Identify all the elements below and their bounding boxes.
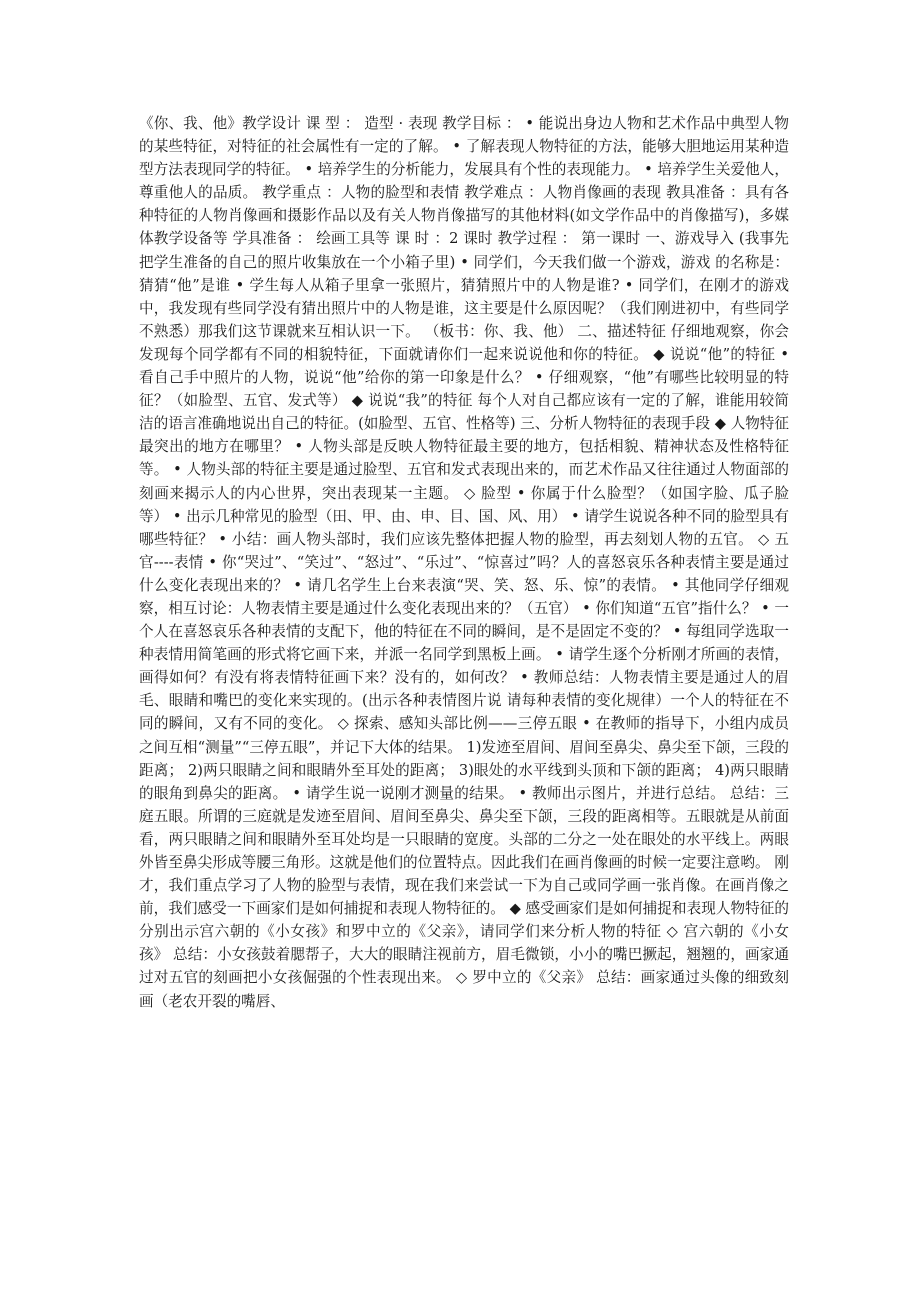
lesson-plan-text: 《你、我、他》教学设计 课 型 ： 造型 · 表现 教学目标 ： • 能说出身边人物和艺术作品中典型人物的某些特征，对特征的社会属性有一定的了解。 • 了解表现人物特征的方法，能够大胆地运用某种造型方法表现同学的特征。 • 培养学生的分析能力，发展具有个性的表现能力。 • 培养学生关爱他人，尊重他人的品质。 教学重点 ：人物的脸型和表情 教学难点 ：人物肖像画的表现 教具准备 ：具有各种特征的人物肖像画和摄影作品以及有关人物肖像描写的其他材料(如文学作品中的肖像描写)，多媒体教学设备等 学具准备 ： 绘画工具等 课 时 ：2 课时 教学过程 ： 第一课时 一、游戏导入 (我事先把学生准备的自己的照片收集放在一个小箱子里) • 同学们，今天我们做一个游戏，游戏 的名称是： 猜猜“他”是谁 • 学生每人从箱子里拿一张照片，猜猜照片中的人物是谁? • 同学们，在刚才的游戏中，我发现有些同学没有猜出照片中的人物是谁，这主要是什么原因呢？（我们刚进初中，有些同学不熟悉）那我们这节课就来互相认识一下。 （板书：你、我、他） 二、描述特征 仔细地观察，你会发现每个同学都有不同的相貌特征，下面就请你们一起来说说他和你的特征。 ◆ 说说“他”的特征 • 看自己手中照片的人物，说说“他”给你的第一印象是什么？ • 仔细观察，“他”有哪些比较明显的特征？（如脸型、五官、发式等） ◆ 说说“我”的特征 每个人对自己都应该有一定的了解，谁能用较简洁的语言准确地说出自己的特征。(如脸型、五官、性格等) 三、分析人物特征的表现手段 ◆ 人物特征最突出的地方在哪里？ • 人物头部是反映人物特征最主要的地方，包括相貌、精神状态及性格特征等。 • 人物头部的特征主要是通过脸型、五官和发式表现出来的，而艺术作品又往往通过人物面部的刻画来揭示人的内心世界，突出表现某一主题。 ◇ 脸型 • 你属于什么脸型？（如国字脸、瓜子脸等） • 出示几种常见的脸型（田、甲、由、申、目、国、风、用） • 请学生说说各种不同的脸型具有哪些特征？ • 小结：画人物头部时，我们应该先整体把握人物的脸型，再去刻划人物的五官。 ◇ 五官----表情 • 你“哭过”、“笑过”、“怒过”、“乐过”、“惊喜过”吗？人的喜怒哀乐各种表情主要是通过什么变化表现出来的？ • 请几名学生上台来表演“哭、笑、怒、乐、惊”的表情。 • 其他同学仔细观察，相互讨论：人物表情主要是通过什么变化表现出来的？（五官） • 你们知道“五官”指什么？ • 一个人在喜怒哀乐各种表情的支配下，他的特征在不同的瞬间，是不是固定不变的？ • 每组同学选取一种表情用简笔画的形式将它画下来，并派一名同学到黑板上画。 • 请学生逐个分析刚才所画的表情，画得如何？有没有将表情特征画下来？没有的，如何改？ • 教师总结：人物表情主要是通过人的眉毛、眼睛和嘴巴的变化来实现的。(出示各种表情图片说 请每种表情的变化规律）一个人的特征在不同的瞬间，又有不同的变化。 ◇ 探索、感知头部比例——三停五眼 • 在教师的指导下，小组内成员之间互相“测量”“三停五眼”，并记下大体的结果。 1)发迹至眉间、眉间至鼻尖、鼻尖至下颌，三段的距离； 2)两只眼睛之间和眼睛外至耳处的距离； 3)眼处的水平线到头顶和下颌的距离； 4)两只眼睛的眼角到鼻尖的距离。 • 请学生说一说刚才测量的结果。 • 教师出示图片，并进行总结。 总结：三庭五眼。所谓的三庭就是发迹至眉间、眉间至鼻尖、鼻尖至下颌，三段的距离相等。五眼就是从前面看，两只眼睛之间和眼睛外至耳处均是一只眼睛的宽度。头部的二分之一处在眼处的水平线上。两眼外皆至鼻尖形成等腰三角形。这就是他们的位置特点。因此我们在画肖像画的时候一定要注意哟。 刚才，我们重点学习了人物的脸型与表情，现在我们来尝试一下为自己或同学画一张肖像。在画肖像之前，我们感受一下画家们是如何捕捉和表现人物特征的。 ◆ 感受画家们是如何捕捉和表现人物特征的 分别出示宫六朝的《小女孩》和罗中立的《父亲》，请同学们来分析人物的特征 ◇ 宫六朝的《小女孩》 总结：小女孩鼓着腮帮子，大大的眼睛注视前方，眉毛微锁，小小的嘴巴撅起，翘翘的，画家通过对五官的刻画把小女孩倔强的个性表现出来。 ◇ 罗中立的《父亲》 总结：画家通过头像的细致刻画（老农开裂的嘴唇、 [139,115,789,1010]
